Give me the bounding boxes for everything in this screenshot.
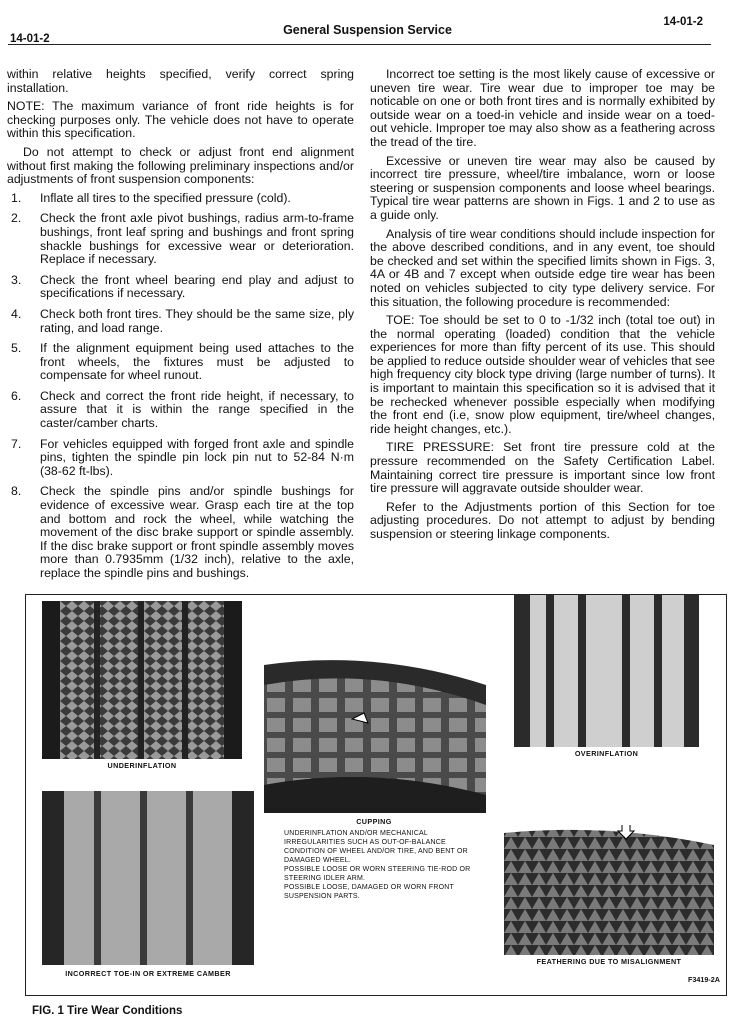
list-text: Check and correct the front ride height, if necessary, to assure that it is within the range specified in the caster/camber charts.: [40, 388, 354, 431]
list-number: 7.: [11, 436, 22, 451]
list-text: Inflate all tires to the specified pressure (cold).: [40, 190, 291, 205]
list-number: 8.: [11, 484, 22, 499]
list-item: [7, 485, 354, 580]
page-title: General Suspension Service: [283, 23, 452, 37]
list-item: [7, 342, 354, 383]
list-number: 6.: [11, 388, 22, 403]
cupping-note: UNDERINFLATION AND/OR MECHANICAL IRREGULARITIES SUCH AS OUT-OF-BALANCE CONDITION OF WHEEL AND/OR TIRE, AND BENT OR DAMAGED WHEEL.: [284, 830, 468, 864]
cupping-note: POSSIBLE LOOSE OR WORN STEERING TIE-ROD OR STEERING IDLER ARM.: [284, 866, 471, 882]
paragraph: TIRE PRESSURE: Set front tire pressure cold at the pressure recommended on the Safety Certification Label. Maintaining correct tire pressure is important since low front tire pressure will aggravate outside shoulder wear.: [370, 440, 715, 496]
list-item: [7, 274, 354, 301]
paragraph: Do not attempt to check or adjust front end alignment without first making the following preliminary inspections and/or adjustments of front suspension components:: [7, 144, 354, 187]
list-number: 2.: [11, 211, 22, 226]
list-text: If the alignment equipment being used attaches to the front wheels, the fixtures must be adjusted to compensate for wheel runout.: [40, 341, 354, 383]
paragraph: within relative heights specified, verify correct spring installation.: [7, 67, 354, 95]
list-text: Check the front wheel bearing end play and adjust to specifications if necessary.: [40, 272, 354, 301]
cupping-notes: [284, 829, 489, 901]
paragraph: Incorrect toe setting is the most likely cause of excessive or uneven tire wear. Tire wear due to improper toe may be noticable on one or both front tires and is normally exhibited by outside wear on a toed-in vehicle and inside wear on a toed-out vehicle. Improper toe may also show as a feathering across the tread of the tire.: [370, 67, 715, 149]
cupping-note: POSSIBLE LOOSE, DAMAGED OR WORN FRONT SUSPENSION PARTS.: [284, 884, 454, 900]
list-item: [7, 192, 354, 206]
list-text: Check the front axle pivot bushings, radius arm-to-frame bushings, front leaf spring and bushings and front spring shackle bushings for excessive wear or deterioration. Replace if necessary.: [40, 211, 354, 267]
inspection-list: [7, 192, 354, 581]
overinflation-photo: [514, 595, 699, 747]
paragraph: Analysis of tire wear conditions should include inspection for the above described conditions, and in any event, toe should be checked and set within the specified limits shown in Figs. 3, 4A or 4B and 7 except when outside edge tire wear has been noted on vehicles subjected to city type delivery service. For this situation, the following procedure is recommended:: [370, 226, 715, 309]
incorrect-toe-photo: [42, 791, 254, 965]
figure-tire-wear: [25, 594, 727, 996]
list-item: [7, 308, 354, 335]
left-column: [7, 68, 354, 588]
incorrect-toe-caption: INCORRECT TOE-IN OR EXTREME CAMBER: [65, 969, 231, 978]
list-number: 5.: [11, 341, 22, 356]
note-paragraph: NOTE: The maximum variance of front ride heights is for checking purposes only. The vehicle does not have to operate within this specification.: [7, 99, 354, 141]
list-text: Check both front tires. They should be the same size, ply rating, and load range.: [40, 306, 354, 335]
list-number: 3.: [11, 272, 22, 287]
overinflation-caption: OVERINFLATION: [574, 749, 639, 758]
feathering-photo: [504, 825, 714, 955]
paragraph: TOE: Toe should be set to 0 to -1/32 inch (total toe out) in the normal operating (loaded) condition that the vehicle experiences for more than fifty percent of its use. This should be applied to reduce outside shoulder wear of vehicles that see high frequency city block type driving (large number of turns). It is important to maintain this specification so it is advised that it be rechecked whenever possible especially when modifying the front end (i.e, snow plow equipment, tire/wheel changes, ride height changes, etc.).: [370, 313, 715, 436]
right-column: [370, 68, 715, 547]
cupping-caption: CUPPING: [356, 817, 392, 826]
page-number-right: 14-01-2: [663, 16, 703, 28]
list-item: [7, 390, 354, 431]
list-item: [7, 212, 354, 266]
underinflation-photo: [42, 601, 242, 759]
cupping-photo: [264, 655, 486, 813]
underinflation-caption: UNDERINFLATION: [107, 761, 177, 770]
header-rule: [8, 44, 711, 45]
paragraph: Refer to the Adjustments portion of this Section for toe adjusting procedures. Do not attempt to adjust by bending suspension or steering linkage components.: [370, 499, 715, 541]
list-text: For vehicles equipped with forged front axle and spindle pins, tighten the spindle pin lock pin nut to 52-84 N·m (38-62 ft-lbs).: [40, 436, 354, 478]
page-number-left: 14-01-2: [10, 33, 50, 45]
list-number: 4.: [11, 306, 22, 321]
list-item: [7, 438, 354, 479]
figure-code: F3419-2A: [688, 975, 720, 984]
list-text: Check the spindle pins and/or spindle bushings for evidence of excessive wear. Grasp each tire at the top and bottom and rock the wheel, while watching the movement of the disc brake support or spindle assembly. If the disc brake support or front spindle assembly moves more than 0.7935mm (1/32 inch), relative to the axle, replace the spindle pins and bushings.: [40, 484, 354, 580]
paragraph: Excessive or uneven tire wear may also be caused by incorrect tire pressure, wheel/tire imbalance, worn or loose steering or suspension components and loose wheel bearings. Typical tire wear patterns are shown in Figs. 1 and 2 to use as a guide only.: [370, 153, 715, 222]
feathering-caption: FEATHERING DUE TO MISALIGNMENT: [536, 957, 682, 966]
list-number: 1.: [11, 190, 22, 205]
figure-caption: FIG. 1 Tire Wear Conditions: [32, 1005, 183, 1017]
